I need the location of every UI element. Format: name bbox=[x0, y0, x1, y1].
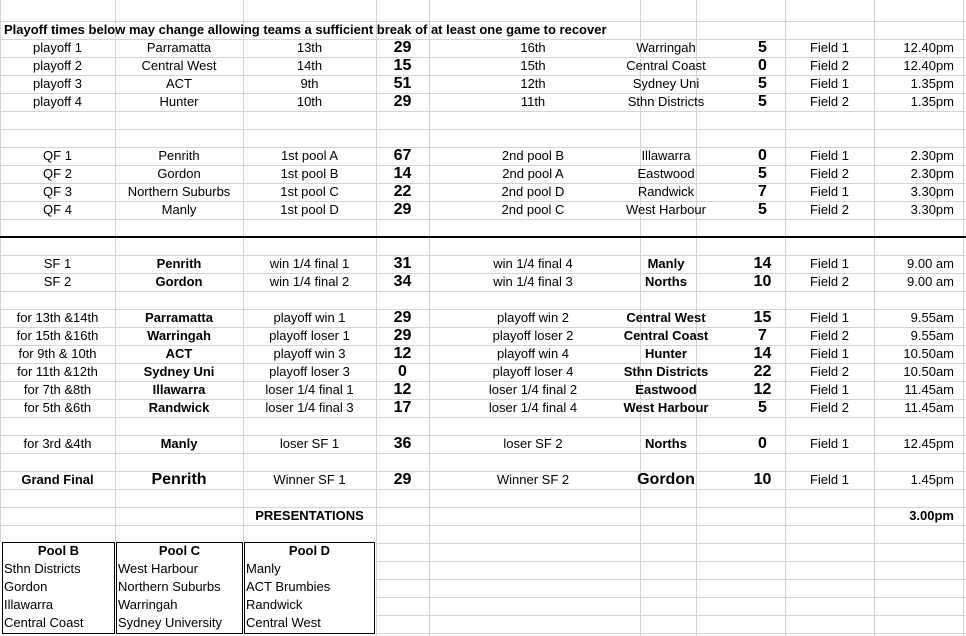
pool-heading: Pool B bbox=[37, 543, 80, 558]
away-score: 5 bbox=[758, 399, 767, 416]
home-team: Illawarra bbox=[152, 382, 206, 397]
away-seed: 15th bbox=[520, 58, 546, 73]
kickoff-time: 3.30pm bbox=[910, 202, 954, 217]
home-team: Penrith bbox=[158, 148, 200, 163]
kickoff-time: 1.35pm bbox=[910, 76, 954, 91]
match-label: QF 1 bbox=[43, 148, 72, 163]
home-score: 29 bbox=[393, 39, 412, 56]
home-team: Manly bbox=[161, 202, 197, 217]
home-score: 36 bbox=[393, 435, 412, 452]
home-score: 67 bbox=[393, 147, 412, 164]
kickoff-time: 12.40pm bbox=[903, 58, 954, 73]
away-seed: win 1/4 final 3 bbox=[493, 274, 573, 289]
away-seed: win 1/4 final 4 bbox=[493, 256, 573, 271]
field: Field 1 bbox=[809, 76, 850, 91]
match-label: QF 3 bbox=[43, 184, 72, 199]
away-seed: 2nd pool C bbox=[501, 202, 565, 217]
home-seed: playoff loser 1 bbox=[269, 328, 350, 343]
away-score: 5 bbox=[758, 93, 767, 110]
match-label: for 9th & 10th bbox=[18, 346, 97, 361]
away-seed: 11th bbox=[520, 94, 546, 109]
pool-team: Gordon bbox=[4, 579, 48, 594]
away-team: Norths bbox=[645, 436, 687, 451]
field: Field 1 bbox=[809, 310, 850, 325]
away-score: 22 bbox=[753, 363, 772, 380]
home-seed: 10th bbox=[296, 94, 323, 109]
home-team: Gordon bbox=[155, 274, 203, 289]
field: Field 2 bbox=[809, 94, 850, 109]
match-label: for 7th &8th bbox=[23, 382, 92, 397]
away-seed: 2nd pool D bbox=[501, 184, 565, 199]
pool-team: Warringah bbox=[118, 597, 178, 612]
away-seed: loser 1/4 final 2 bbox=[488, 382, 578, 397]
field: Field 1 bbox=[809, 184, 850, 199]
match-label: for 13th &14th bbox=[16, 310, 99, 325]
field: Field 2 bbox=[809, 328, 850, 343]
match-label: Grand Final bbox=[21, 472, 94, 487]
home-score: 31 bbox=[393, 255, 412, 272]
away-seed: 2nd pool B bbox=[501, 148, 565, 163]
presentations-time: 3.00pm bbox=[909, 508, 954, 523]
pool-team: ACT Brumbies bbox=[246, 579, 331, 594]
home-seed: 1st pool A bbox=[280, 148, 339, 163]
match-label: playoff 1 bbox=[33, 40, 82, 55]
away-seed: Winner SF 2 bbox=[496, 472, 570, 487]
away-team: Central Coast bbox=[626, 58, 706, 73]
kickoff-time: 9.55am bbox=[910, 310, 954, 325]
field: Field 2 bbox=[809, 274, 850, 289]
away-team: Sthn Districts bbox=[623, 364, 709, 379]
field: Field 1 bbox=[809, 40, 850, 55]
pool-heading: Pool C bbox=[158, 543, 201, 558]
kickoff-time: 2.30pm bbox=[910, 148, 954, 163]
away-score: 10 bbox=[753, 273, 772, 290]
field: Field 2 bbox=[809, 364, 850, 379]
away-team: Central West bbox=[626, 310, 706, 325]
home-team: ACT bbox=[166, 76, 192, 91]
home-seed: playoff win 3 bbox=[273, 346, 346, 361]
pool-team: Central Coast bbox=[4, 615, 84, 630]
home-seed: 13th bbox=[296, 40, 323, 55]
pool-team: Northern Suburbs bbox=[118, 579, 221, 594]
pool-team: Central West bbox=[246, 615, 321, 630]
grid-row-line bbox=[0, 507, 966, 508]
away-score: 12 bbox=[753, 381, 772, 398]
field: Field 2 bbox=[809, 400, 850, 415]
kickoff-time: 12.45pm bbox=[903, 436, 954, 451]
match-label: for 15th &16th bbox=[16, 328, 99, 343]
pool-heading: Pool D bbox=[288, 543, 331, 558]
pool-team: West Harbour bbox=[118, 561, 198, 576]
away-score: 5 bbox=[758, 201, 767, 218]
away-seed: 12th bbox=[520, 76, 546, 91]
home-score: 22 bbox=[393, 183, 412, 200]
home-score: 51 bbox=[393, 75, 412, 92]
kickoff-time: 9.00 am bbox=[907, 274, 954, 289]
kickoff-time: 2.30pm bbox=[910, 166, 954, 181]
field: Field 1 bbox=[809, 346, 850, 361]
away-score: 7 bbox=[758, 183, 767, 200]
away-score: 14 bbox=[753, 345, 772, 362]
home-seed: 9th bbox=[300, 76, 319, 91]
home-team: Hunter bbox=[159, 94, 199, 109]
kickoff-time: 11.45am bbox=[904, 382, 954, 397]
home-seed: loser SF 1 bbox=[279, 436, 340, 451]
home-score: 0 bbox=[398, 363, 407, 380]
pool-team: Sthn Districts bbox=[4, 561, 81, 576]
kickoff-time: 1.45pm bbox=[910, 472, 954, 487]
away-team: West Harbour bbox=[626, 202, 706, 217]
kickoff-time: 10.50am bbox=[903, 346, 954, 361]
home-team: Central West bbox=[141, 58, 217, 73]
grid-row-line bbox=[0, 489, 966, 490]
home-team: Sydney Uni bbox=[143, 364, 215, 379]
away-team: Randwick bbox=[637, 184, 695, 199]
pool-team: Sydney University bbox=[118, 615, 223, 630]
away-team: Illawarra bbox=[641, 148, 691, 163]
home-seed: win 1/4 final 2 bbox=[269, 274, 350, 289]
away-team: Warringah bbox=[636, 40, 696, 55]
home-score: 34 bbox=[393, 273, 412, 290]
away-team: Manly bbox=[647, 256, 685, 271]
kickoff-time: 9.55am bbox=[910, 328, 954, 343]
away-seed: playoff loser 4 bbox=[492, 364, 574, 379]
away-seed: 2nd pool A bbox=[502, 166, 564, 181]
grid-row-line bbox=[0, 219, 966, 220]
home-score: 12 bbox=[393, 381, 412, 398]
away-score: 7 bbox=[758, 327, 767, 344]
home-score: 29 bbox=[393, 309, 412, 326]
match-label: for 5th &6th bbox=[23, 400, 92, 415]
match-label: SF 2 bbox=[43, 274, 72, 289]
grid-row-line bbox=[0, 417, 966, 418]
grid-row-line bbox=[0, 525, 966, 526]
schedule-notice: Playoff times below may change allowing teams a sufficient break of at least one game to recover bbox=[4, 22, 607, 37]
kickoff-time: 1.35pm bbox=[910, 94, 954, 109]
home-score: 14 bbox=[393, 165, 412, 182]
pool-team: Manly bbox=[246, 561, 281, 576]
away-seed: playoff loser 2 bbox=[492, 328, 574, 343]
presentations-label: PRESENTATIONS bbox=[255, 508, 364, 523]
away-team: Norths bbox=[645, 274, 687, 289]
home-score: 29 bbox=[393, 93, 412, 110]
home-score: 15 bbox=[393, 57, 412, 74]
away-seed: 16th bbox=[520, 40, 546, 55]
field: Field 2 bbox=[809, 202, 850, 217]
home-team: Penrith bbox=[151, 471, 207, 488]
away-score: 15 bbox=[753, 309, 772, 326]
match-label: playoff 4 bbox=[33, 94, 82, 109]
home-team: Manly bbox=[160, 436, 198, 451]
field: Field 1 bbox=[809, 382, 850, 397]
field: Field 1 bbox=[809, 472, 850, 487]
home-seed: playoff win 1 bbox=[273, 310, 346, 325]
away-seed: loser SF 2 bbox=[503, 436, 563, 451]
grid-row-line bbox=[0, 291, 966, 292]
field: Field 2 bbox=[809, 58, 850, 73]
away-score: 5 bbox=[758, 75, 767, 92]
away-score: 14 bbox=[753, 255, 772, 272]
away-score: 0 bbox=[758, 147, 767, 164]
away-team: Hunter bbox=[645, 346, 687, 361]
home-score: 12 bbox=[393, 345, 412, 362]
match-label: for 3rd &4th bbox=[23, 436, 92, 451]
grid-row-line bbox=[0, 111, 966, 112]
away-score: 0 bbox=[758, 435, 767, 452]
away-score: 5 bbox=[758, 39, 767, 56]
away-score: 0 bbox=[758, 57, 767, 74]
home-seed: 1st pool B bbox=[280, 166, 339, 181]
away-team: West Harbour bbox=[623, 400, 709, 415]
section-divider bbox=[0, 236, 966, 238]
field: Field 1 bbox=[809, 148, 850, 163]
kickoff-time: 9.00 am bbox=[907, 256, 954, 271]
kickoff-time: 12.40pm bbox=[903, 40, 954, 55]
kickoff-time: 3.30pm bbox=[910, 184, 954, 199]
match-label: for 11th &12th bbox=[17, 364, 98, 379]
home-team: Parramatta bbox=[145, 310, 213, 325]
away-team: Gordon bbox=[637, 471, 695, 488]
away-seed: playoff win 4 bbox=[496, 346, 570, 361]
away-score: 5 bbox=[758, 165, 767, 182]
kickoff-time: 11.45am bbox=[904, 400, 954, 415]
home-team: ACT bbox=[165, 346, 193, 361]
kickoff-time: 10.50am bbox=[903, 364, 954, 379]
home-score: 29 bbox=[393, 201, 412, 218]
home-seed: playoff loser 3 bbox=[269, 364, 350, 379]
away-seed: playoff win 2 bbox=[496, 310, 570, 325]
away-seed: loser 1/4 final 4 bbox=[488, 400, 578, 415]
home-team: Gordon bbox=[157, 166, 201, 181]
home-seed: win 1/4 final 1 bbox=[269, 256, 350, 271]
field: Field 1 bbox=[809, 436, 850, 451]
grid-row-line bbox=[0, 453, 966, 454]
pool-team: Randwick bbox=[246, 597, 303, 612]
away-team: Central Coast bbox=[623, 328, 709, 343]
match-label: QF 4 bbox=[43, 202, 72, 217]
home-seed: Winner SF 1 bbox=[273, 472, 346, 487]
home-team: Parramatta bbox=[146, 40, 212, 55]
field: Field 1 bbox=[809, 256, 850, 271]
home-score: 17 bbox=[393, 399, 412, 416]
home-seed: loser 1/4 final 1 bbox=[265, 382, 354, 397]
away-team: Sydney Uni bbox=[632, 76, 700, 91]
home-score: 29 bbox=[393, 327, 412, 344]
away-team: Sthn Districts bbox=[627, 94, 705, 109]
match-label: SF 1 bbox=[43, 256, 72, 271]
grid-column-line bbox=[963, 0, 964, 636]
away-score: 10 bbox=[753, 471, 772, 488]
pool-team: Illawarra bbox=[4, 597, 54, 612]
away-team: Eastwood bbox=[637, 166, 695, 181]
home-team: Randwick bbox=[148, 400, 210, 415]
home-team: Northern Suburbs bbox=[127, 184, 231, 199]
grid-row-line bbox=[0, 129, 966, 130]
match-label: playoff 3 bbox=[33, 76, 82, 91]
home-seed: loser 1/4 final 3 bbox=[265, 400, 354, 415]
home-seed: 1st pool C bbox=[280, 184, 339, 199]
home-score: 29 bbox=[393, 471, 412, 488]
match-label: playoff 2 bbox=[33, 58, 82, 73]
grid-column-line bbox=[429, 0, 430, 636]
home-seed: 14th bbox=[296, 58, 323, 73]
away-team: Eastwood bbox=[635, 382, 697, 397]
home-team: Warringah bbox=[147, 328, 211, 343]
field: Field 2 bbox=[809, 166, 850, 181]
home-team: Penrith bbox=[156, 256, 202, 271]
match-label: QF 2 bbox=[43, 166, 72, 181]
home-seed: 1st pool D bbox=[280, 202, 339, 217]
